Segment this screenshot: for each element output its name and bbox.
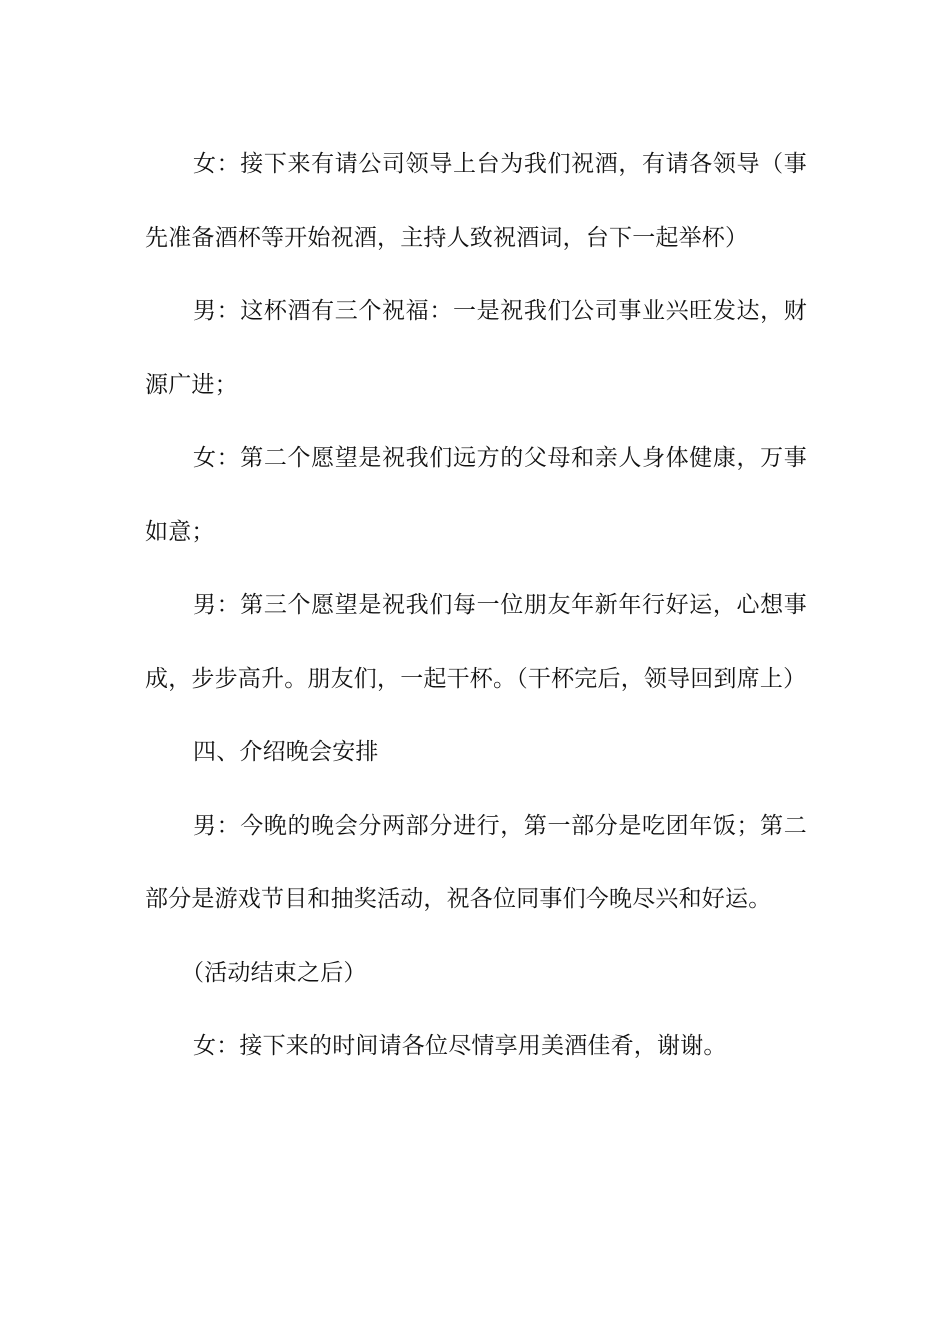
paragraph-toast-invitation: 女：接下来有请公司领导上台为我们祝酒，有请各领导（事先准备酒杯等开始祝酒，主持人致祝酒词，台下一起举杯） — [145, 151, 807, 251]
paragraph-third-wish: 男：第三个愿望是祝我们每一位朋友年新年行好运，心想事成，步步高升。朋友们，一起干杯。（干杯完后，领导回到席上） — [145, 592, 807, 692]
document-body — [145, 128, 807, 1084]
paragraph-second-wish: 女：第二个愿望是祝我们远方的父母和亲人身体健康，万事如意； — [145, 445, 807, 545]
paragraph-stage-direction: （活动结束之后） — [181, 959, 367, 986]
paragraph-first-blessing: 男：这杯酒有三个祝福：一是祝我们公司事业兴旺发达，财源广进； — [145, 298, 807, 398]
section-heading-evening-arrangement: 四、介绍晚会安排 — [193, 739, 379, 765]
paragraph-evening-schedule: 男：今晚的晚会分两部分进行，第一部分是吃团年饭；第二部分是游戏节目和抽奖活动，祝各位同事们今晚尽兴和好运。 — [145, 812, 807, 912]
paragraph-closing: 女：接下来的时间请各位尽情享用美酒佳肴，谢谢。 — [193, 1033, 727, 1059]
